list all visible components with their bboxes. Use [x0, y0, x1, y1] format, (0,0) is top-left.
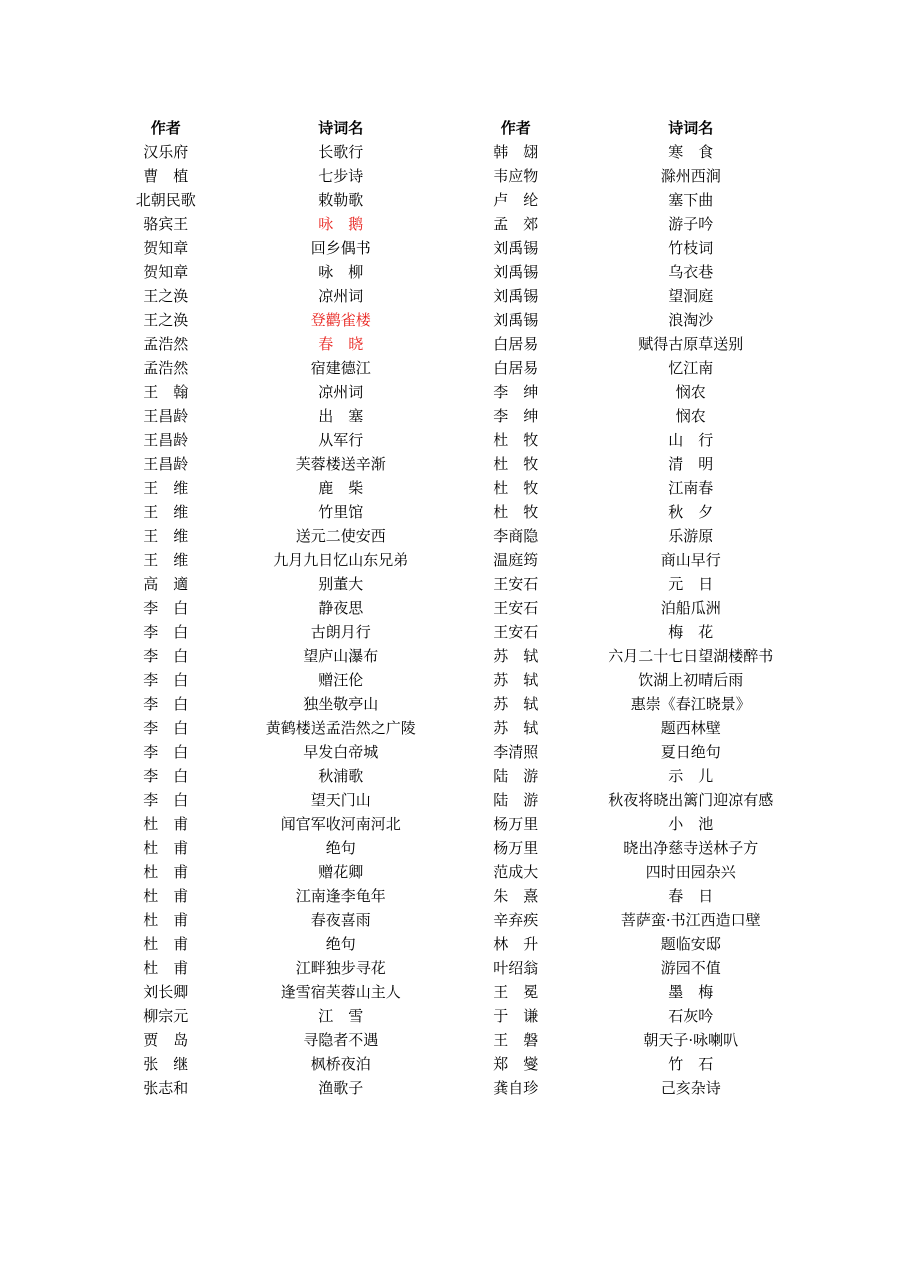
title-right-cell: 滁州西涧: [660, 167, 721, 185]
author-left-cell: 王 维: [143, 479, 189, 497]
header-row: [104, 114, 804, 140]
table-row: [104, 476, 804, 500]
author-right-cell: 苏 轼: [493, 647, 539, 665]
table-row: [104, 860, 804, 884]
author-left-cell: 王昌龄: [143, 455, 189, 473]
title-right-cell: 商山早行: [660, 551, 721, 569]
author-left-cell: 张志和: [143, 1079, 189, 1097]
title-left-cell: 黄鹤楼送孟浩然之广陵: [265, 719, 416, 737]
author-left-cell: 李 白: [143, 719, 189, 737]
author-left-cell: 孟浩然: [143, 359, 189, 377]
author-right-cell: 郑 燮: [493, 1055, 539, 1073]
author-left-cell: 杜 甫: [143, 935, 189, 953]
title-right-cell: 秋 夕: [668, 503, 714, 521]
title-right-cell: 乌衣巷: [668, 263, 714, 281]
table-row: [104, 908, 804, 932]
table-row: [104, 644, 804, 668]
title-right-cell: 游园不值: [660, 959, 721, 977]
author-right-cell: 王 磐: [493, 1031, 539, 1049]
author-right-cell: 刘禹锡: [493, 287, 539, 305]
table-row: [104, 548, 804, 572]
table-row: [104, 764, 804, 788]
title-left-cell: 竹里馆: [318, 503, 364, 521]
title-left-cell: 绝句: [325, 935, 356, 953]
table-row: [104, 308, 804, 332]
author-left-cell: 李 白: [143, 743, 189, 761]
author-left-cell: 张 继: [143, 1055, 189, 1073]
table-row: [104, 596, 804, 620]
author-left-cell: 李 白: [143, 671, 189, 689]
author-right-cell: 温庭筠: [493, 551, 539, 569]
poem-rows: [104, 140, 804, 1100]
title-header-right: 诗词名: [668, 118, 714, 137]
author-right-cell: 刘禹锡: [493, 311, 539, 329]
author-right-cell: 杜 牧: [493, 431, 539, 449]
title-left-cell: 芙蓉楼送辛渐: [295, 455, 386, 473]
title-left-cell: 送元二使安西: [295, 527, 386, 545]
title-right-cell: 六月二十七日望湖楼醉书: [608, 647, 774, 665]
table-row: [104, 740, 804, 764]
author-right-cell: 杜 牧: [493, 479, 539, 497]
title-right-cell: 春 日: [668, 887, 714, 905]
author-right-cell: 杜 牧: [493, 455, 539, 473]
author-left-cell: 李 白: [143, 767, 189, 785]
title-right-cell: 石灰吟: [668, 1007, 714, 1025]
title-left-cell: 枫桥夜泊: [310, 1055, 371, 1073]
author-right-cell: 孟 郊: [493, 215, 539, 233]
title-right-cell: 题西林壁: [660, 719, 721, 737]
author-left-cell: 杜 甫: [143, 839, 189, 857]
author-left-cell: 杜 甫: [143, 911, 189, 929]
author-left-cell: 王 维: [143, 551, 189, 569]
author-right-cell: 白居易: [493, 359, 539, 377]
author-right-cell: 范成大: [493, 863, 539, 881]
title-right-cell: 夏日绝句: [660, 743, 721, 761]
table-row: [104, 812, 804, 836]
table-row: [104, 212, 804, 236]
author-left-cell: 李 白: [143, 647, 189, 665]
title-left-cell: 江 雪: [318, 1007, 364, 1025]
author-left-cell: 王 维: [143, 527, 189, 545]
author-header-left: 作者: [150, 118, 181, 137]
title-right-cell: 晓出净慈寺送林子方: [623, 839, 759, 857]
author-left-cell: 高 適: [143, 575, 189, 593]
table-row: [104, 620, 804, 644]
author-right-cell: 李 绅: [493, 383, 539, 401]
title-right-cell: 江南春: [668, 479, 714, 497]
title-right-cell: 寒 食: [668, 143, 714, 161]
title-right-cell: 秋夜将晓出篱门迎凉有感: [608, 791, 774, 809]
title-right-cell: 梅 花: [668, 623, 714, 641]
author-right-cell: 杨万里: [493, 815, 539, 833]
author-left-cell: 王 维: [143, 503, 189, 521]
author-right-cell: 白居易: [493, 335, 539, 353]
author-left-cell: 杜 甫: [143, 815, 189, 833]
title-right-cell: 示 儿: [668, 767, 714, 785]
author-left-cell: 杜 甫: [143, 863, 189, 881]
table-row: [104, 692, 804, 716]
author-right-cell: 苏 轼: [493, 671, 539, 689]
table-row: [104, 1052, 804, 1076]
author-left-cell: 王昌龄: [143, 407, 189, 425]
title-right-cell: 墨 梅: [668, 983, 714, 1001]
author-right-cell: 卢 纶: [493, 191, 539, 209]
author-left-cell: 骆宾王: [143, 215, 189, 233]
author-left-cell: 李 白: [143, 695, 189, 713]
author-right-cell: 刘禹锡: [493, 239, 539, 257]
table-row: [104, 356, 804, 380]
title-left-cell: 宿建德江: [310, 359, 371, 377]
title-right-cell: 己亥杂诗: [660, 1079, 721, 1097]
author-left-cell: 李 白: [143, 791, 189, 809]
author-right-cell: 于 谦: [493, 1007, 539, 1025]
title-left-cell: 敕勒歌: [318, 191, 364, 209]
title-left-cell: 绝句: [325, 839, 356, 857]
title-left-cell: 九月九日忆山东兄弟: [273, 551, 409, 569]
author-left-cell: 王之涣: [143, 311, 189, 329]
title-left-cell: 登鹳雀楼: [310, 311, 371, 329]
author-right-cell: 朱 熹: [493, 887, 539, 905]
title-header-left: 诗词名: [318, 118, 364, 137]
title-left-cell: 回乡偶书: [310, 239, 371, 257]
title-left-cell: 赠汪伦: [318, 671, 364, 689]
author-right-cell: 陆 游: [493, 767, 539, 785]
author-left-cell: 杜 甫: [143, 887, 189, 905]
author-header-right: 作者: [500, 118, 531, 137]
title-right-cell: 忆江南: [668, 359, 714, 377]
author-right-cell: 苏 轼: [493, 695, 539, 713]
table-row: [104, 716, 804, 740]
author-left-cell: 曹 植: [143, 167, 189, 185]
title-left-cell: 凉州词: [318, 287, 364, 305]
title-right-cell: 竹 石: [668, 1055, 714, 1073]
author-left-cell: 孟浩然: [143, 335, 189, 353]
author-left-cell: 王 翰: [143, 383, 189, 401]
table-row: [104, 500, 804, 524]
table-row: [104, 428, 804, 452]
title-left-cell: 望天门山: [310, 791, 371, 809]
table-row: [104, 164, 804, 188]
author-right-cell: 王安石: [493, 623, 539, 641]
author-right-cell: 杨万里: [493, 839, 539, 857]
title-right-cell: 悯农: [675, 407, 706, 425]
table-row: [104, 836, 804, 860]
table-row: [104, 140, 804, 164]
title-right-cell: 泊船瓜洲: [660, 599, 721, 617]
table-row: [104, 188, 804, 212]
table-row: [104, 404, 804, 428]
title-left-cell: 秋浦歌: [318, 767, 364, 785]
table-row: [104, 788, 804, 812]
table-row: [104, 932, 804, 956]
author-left-cell: 李 白: [143, 623, 189, 641]
author-left-cell: 贺知章: [143, 239, 189, 257]
title-right-cell: 游子吟: [668, 215, 714, 233]
title-left-cell: 江畔独步寻花: [295, 959, 386, 977]
author-right-cell: 龚自珍: [493, 1079, 539, 1097]
table-row: [104, 236, 804, 260]
title-right-cell: 塞下曲: [668, 191, 714, 209]
title-right-cell: 乐游原: [668, 527, 714, 545]
author-right-cell: 苏 轼: [493, 719, 539, 737]
title-right-cell: 饮湖上初晴后雨: [638, 671, 744, 689]
author-left-cell: 王之涣: [143, 287, 189, 305]
title-right-cell: 元 日: [668, 575, 714, 593]
title-right-cell: 题临安邸: [660, 935, 721, 953]
title-left-cell: 渔歌子: [318, 1079, 364, 1097]
author-left-cell: 贾 岛: [143, 1031, 189, 1049]
title-left-cell: 出 塞: [318, 407, 364, 425]
title-right-cell: 竹枝词: [668, 239, 714, 257]
title-left-cell: 鹿 柴: [318, 479, 364, 497]
author-right-cell: 李 绅: [493, 407, 539, 425]
table-row: [104, 668, 804, 692]
table-row: [104, 1004, 804, 1028]
table-row: [104, 572, 804, 596]
table-row: [104, 884, 804, 908]
poem-table: [104, 114, 804, 1100]
title-left-cell: 从军行: [318, 431, 364, 449]
table-row: [104, 1028, 804, 1052]
author-left-cell: 柳宗元: [143, 1007, 189, 1025]
title-left-cell: 长歌行: [318, 143, 364, 161]
author-left-cell: 杜 甫: [143, 959, 189, 977]
title-left-cell: 逢雪宿芙蓉山主人: [280, 983, 401, 1001]
title-right-cell: 悯农: [675, 383, 706, 401]
author-right-cell: 叶绍翁: [493, 959, 539, 977]
table-row: [104, 332, 804, 356]
title-right-cell: 望洞庭: [668, 287, 714, 305]
author-right-cell: 王 冕: [493, 983, 539, 1001]
author-left-cell: 北朝民歌: [135, 191, 196, 209]
table-row: [104, 260, 804, 284]
author-left-cell: 王昌龄: [143, 431, 189, 449]
author-right-cell: 王安石: [493, 575, 539, 593]
title-left-cell: 古朗月行: [310, 623, 371, 641]
table-row: [104, 956, 804, 980]
title-right-cell: 菩萨蛮·书江西造口壁: [620, 911, 761, 929]
author-right-cell: 辛弃疾: [493, 911, 539, 929]
table-row: [104, 524, 804, 548]
table-row: [104, 452, 804, 476]
title-left-cell: 闻官军收河南河北: [280, 815, 401, 833]
title-right-cell: 赋得古原草送别: [638, 335, 744, 353]
title-right-cell: 浪淘沙: [668, 311, 714, 329]
table-row: [104, 1076, 804, 1100]
author-right-cell: 韩 翃: [493, 143, 539, 161]
author-left-cell: 汉乐府: [143, 143, 189, 161]
title-left-cell: 别董大: [318, 575, 364, 593]
title-left-cell: 赠花卿: [318, 863, 364, 881]
title-left-cell: 春 晓: [318, 335, 364, 353]
author-right-cell: 李清照: [493, 743, 539, 761]
author-left-cell: 刘长卿: [143, 983, 189, 1001]
title-left-cell: 咏 柳: [318, 263, 364, 281]
table-row: [104, 380, 804, 404]
title-left-cell: 独坐敬亭山: [303, 695, 379, 713]
author-right-cell: 刘禹锡: [493, 263, 539, 281]
title-left-cell: 七步诗: [318, 167, 364, 185]
title-left-cell: 寻隐者不遇: [303, 1031, 379, 1049]
title-right-cell: 山 行: [668, 431, 714, 449]
title-left-cell: 凉州词: [318, 383, 364, 401]
title-right-cell: 清 明: [668, 455, 714, 473]
author-right-cell: 李商隐: [493, 527, 539, 545]
author-right-cell: 陆 游: [493, 791, 539, 809]
table-row: [104, 980, 804, 1004]
title-right-cell: 小 池: [668, 815, 714, 833]
title-left-cell: 江南逢李龟年: [295, 887, 386, 905]
title-left-cell: 静夜思: [318, 599, 364, 617]
title-right-cell: 朝天子·咏喇叭: [643, 1031, 739, 1049]
title-right-cell: 四时田园杂兴: [645, 863, 736, 881]
title-left-cell: 咏 鹅: [318, 215, 364, 233]
title-left-cell: 望庐山瀑布: [303, 647, 379, 665]
title-right-cell: 惠崇《春江晓景》: [630, 695, 751, 713]
author-right-cell: 王安石: [493, 599, 539, 617]
table-row: [104, 284, 804, 308]
author-right-cell: 杜 牧: [493, 503, 539, 521]
author-left-cell: 李 白: [143, 599, 189, 617]
author-right-cell: 林 升: [493, 935, 539, 953]
author-left-cell: 贺知章: [143, 263, 189, 281]
author-right-cell: 韦应物: [493, 167, 539, 185]
title-left-cell: 春夜喜雨: [310, 911, 371, 929]
title-left-cell: 早发白帝城: [303, 743, 379, 761]
